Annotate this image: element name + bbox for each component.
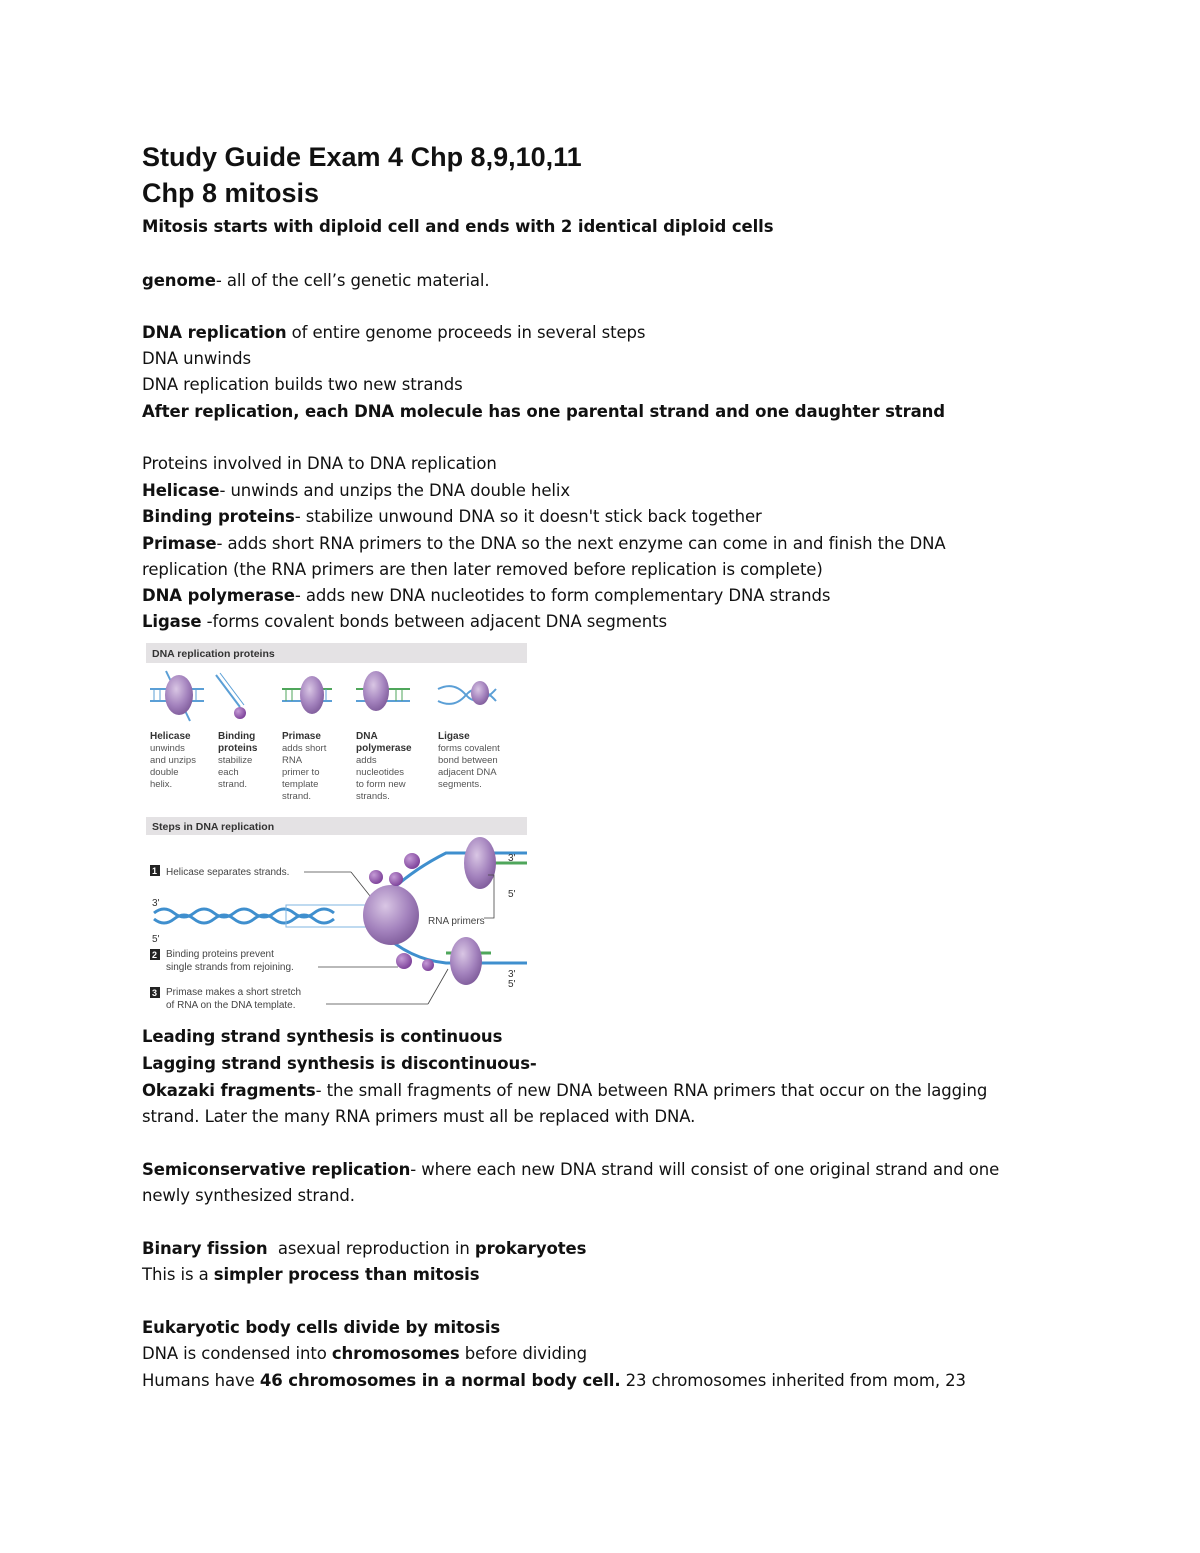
after-replication-text: After replication, each DNA molecule has one parental strand and one daughter strand: [142, 402, 946, 421]
chapter-heading: Chp 8 mitosis: [142, 178, 320, 208]
dna-replication-text: of entire genome proceeds in several steps: [286, 323, 646, 342]
protein-caption-line: adds: [356, 755, 377, 766]
helicase-line: [142, 480, 570, 502]
condensed-line: [142, 1343, 587, 1365]
semiconservative-term: Semiconservative replication: [142, 1160, 411, 1179]
rna-primers-label: RNA primers: [428, 916, 485, 927]
humans-bold: 46 chromosomes in a normal body cell.: [259, 1371, 621, 1390]
ligase-icon: [438, 681, 496, 705]
protein-caption-line: bond between: [438, 755, 498, 766]
polymerase-top-shape: [464, 837, 496, 889]
document-title: Study Guide Exam 4 Chp 8,9,10,11: [142, 142, 582, 172]
genome-term: genome: [142, 271, 216, 290]
simpler-bold: simpler process than mitosis: [213, 1265, 480, 1284]
protein-caption-name: Helicase: [150, 731, 191, 742]
helix-5prime-label: 5': [152, 934, 160, 945]
protein-captions: [150, 731, 500, 802]
dna-replication-line: [142, 322, 645, 344]
bottom-5prime-label: 5': [508, 979, 516, 990]
dna-polymerase-icon: [356, 671, 410, 711]
ligase-term: Ligase: [142, 612, 202, 631]
humans-pre: Humans have: [142, 1371, 260, 1390]
protein-caption-line: stabilize: [218, 755, 253, 766]
protein-caption-line: adds short: [282, 743, 327, 754]
protein-caption-line: adjacent DNA: [438, 767, 497, 778]
step-1-label: Helicase separates strands.: [166, 867, 290, 878]
dna-replication-figure: [146, 643, 527, 1013]
binding-protein-icon: [216, 673, 246, 719]
dna-replication-term: DNA replication: [142, 323, 287, 342]
genome-line: [142, 270, 490, 292]
humans-line: [142, 1370, 966, 1392]
protein-caption-name: Ligase: [438, 731, 470, 742]
figure-header-steps: Steps in DNA replication: [152, 821, 275, 833]
condensed-post: before dividing: [459, 1344, 588, 1363]
leading-strand-line: [142, 1026, 502, 1048]
eukaryotic-line: [142, 1317, 500, 1339]
protein-caption-line: nucleotides: [356, 767, 405, 778]
protein-caption-line: strand.: [282, 791, 312, 802]
polymerase-line: [142, 585, 830, 607]
dna-builds-line: DNA replication builds two new strands: [142, 375, 463, 394]
chromosomes-term: chromosomes: [331, 1344, 460, 1363]
helicase-term: Helicase: [142, 481, 220, 500]
step-2-number: 2: [152, 950, 158, 960]
primase-continued-line: replication (the RNA primers are then later removed before replication is complete): [142, 560, 823, 579]
ligase-text: -forms covalent bonds between adjacent DNA segments: [201, 612, 667, 631]
simpler-process-line: [142, 1264, 479, 1286]
step-3-number: 3: [152, 988, 158, 998]
step-3-label-b: of RNA on the DNA template.: [166, 1000, 296, 1011]
semiconservative-line: [142, 1159, 999, 1181]
protein-caption-line: each: [218, 767, 239, 778]
protein-caption-name: DNA: [356, 731, 378, 742]
semiconservative-text: - where each new DNA strand will consist of one original strand and one: [410, 1160, 1000, 1179]
helicase-text: - unwinds and unzips the DNA double helix: [219, 481, 571, 500]
intro-line: [142, 216, 773, 238]
protein-caption-name: Binding: [218, 731, 256, 742]
top-3prime-label: 3': [508, 853, 516, 864]
leading-strand-text: Leading strand synthesis is continuous: [142, 1027, 503, 1046]
primase-icon: [282, 676, 332, 714]
protein-caption-line: to form new: [356, 779, 406, 790]
proteins-heading-line: Proteins involved in DNA to DNA replication: [142, 454, 497, 473]
genome-definition: - all of the cell’s genetic material.: [215, 271, 490, 290]
binding-proteins-line: [142, 506, 762, 528]
binding-protein-ball: [422, 959, 434, 971]
semiconservative-continued-line: newly synthesized strand.: [142, 1186, 355, 1205]
helicase-icon: [150, 671, 204, 721]
protein-caption-line: unwinds: [150, 743, 185, 754]
polymerase-term: DNA polymerase: [142, 586, 295, 605]
polymerase-text: - adds new DNA nucleotides to form complementary DNA strands: [294, 586, 831, 605]
okazaki-line: [142, 1080, 987, 1102]
step-3-label-a: Primase makes a short stretch: [166, 987, 302, 998]
protein-caption-line: double: [150, 767, 179, 778]
humans-post: 23 chromosomes inherited from mom, 23: [620, 1371, 966, 1390]
lagging-strand-line: [142, 1053, 537, 1075]
protein-caption-line: primer to: [282, 767, 320, 778]
step-2-label-a: Binding proteins prevent: [166, 949, 274, 960]
protein-caption-line: strands.: [356, 791, 390, 802]
okazaki-text: - the small fragments of new DNA between RNA primers that occur on the lagging: [315, 1081, 988, 1100]
intro-text: Mitosis starts with diploid cell and ends with 2 identical diploid cells: [142, 217, 774, 236]
step-1-number: 1: [152, 866, 158, 876]
protein-caption-line: and unzips: [150, 755, 196, 766]
helicase-shape: [363, 885, 419, 945]
step-2-label-b: single strands from rejoining.: [166, 962, 294, 973]
binding-proteins-term: Binding proteins: [142, 507, 295, 526]
prokaryotes-term: prokaryotes: [474, 1239, 587, 1258]
binary-fission-text: asexual reproduction in: [267, 1239, 475, 1258]
protein-caption-name: Primase: [282, 731, 321, 742]
protein-caption-line: strand.: [218, 779, 248, 790]
primase-line: [142, 533, 946, 555]
protein-caption-line: template: [282, 779, 319, 790]
dna-unwinds-line: DNA unwinds: [142, 349, 252, 368]
binding-protein-ball: [404, 853, 420, 869]
primase-term: Primase: [142, 534, 217, 553]
protein-caption-line: helix.: [150, 779, 173, 790]
figure-header-proteins: DNA replication proteins: [152, 648, 275, 660]
protein-caption-line: segments.: [438, 779, 482, 790]
simpler-pre: This is a: [142, 1265, 214, 1284]
helix-3prime-label: 3': [152, 898, 160, 909]
protein-caption-line: RNA: [282, 755, 303, 766]
okazaki-continued-line: strand. Later the many RNA primers must all be replaced with DNA.: [142, 1107, 696, 1126]
binding-protein-ball: [369, 870, 383, 884]
protein-caption-name: polymerase: [356, 743, 412, 754]
bottom-3prime-label: 3': [508, 969, 516, 980]
after-replication-line: [142, 401, 945, 423]
condensed-pre: DNA is condensed into: [142, 1344, 332, 1363]
top-5prime-label: 5': [508, 889, 516, 900]
ligase-line: [142, 611, 667, 633]
binding-protein-ball: [389, 872, 403, 886]
binding-proteins-text: - stabilize unwound DNA so it doesn't stick back together: [294, 507, 762, 526]
protein-caption-name: proteins: [218, 743, 258, 754]
binding-protein-ball: [396, 953, 412, 969]
binary-fission-line: [142, 1238, 586, 1260]
primase-text: - adds short RNA primers to the DNA so the next enzyme can come in and finish the DNA: [216, 534, 946, 553]
binary-fission-term: Binary fission: [142, 1239, 268, 1258]
lagging-strand-text: Lagging strand synthesis is discontinuous-: [142, 1054, 537, 1073]
eukaryotic-text: Eukaryotic body cells divide by mitosis: [142, 1318, 501, 1337]
polymerase-bottom-shape: [450, 937, 482, 985]
okazaki-term: Okazaki fragments: [142, 1081, 316, 1100]
protein-caption-line: forms covalent: [438, 743, 500, 754]
